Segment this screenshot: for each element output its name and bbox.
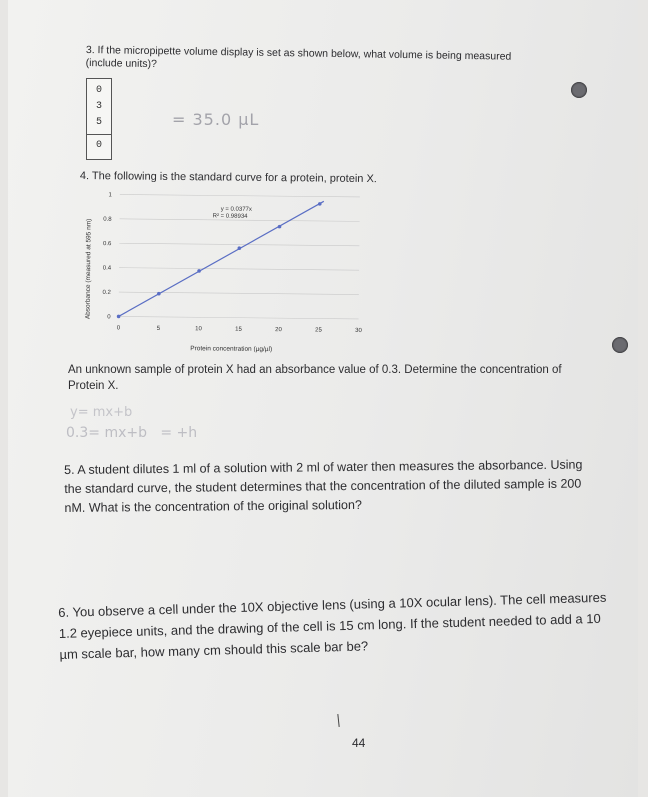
y-tick-label: 0 [107, 314, 111, 321]
y-tick-label: 0.2 [102, 289, 111, 296]
x-axis-label: Protein concentration (µg/µl) [190, 345, 273, 354]
trend-equation: y = 0.0377x [220, 206, 252, 213]
question-3-text: 3. If the micropipette volume display is set as shown below, what volume is being measured (include units)? [85, 44, 512, 71]
dial-digit: 0 [95, 140, 102, 151]
y-tick-labels [102, 192, 112, 320]
gridline [120, 194, 360, 197]
x-tick-label: 25 [315, 327, 322, 334]
gridline [119, 316, 359, 319]
question-5-text: 5. A student dilutes 1 ml of a solution with 2 ml of water then measures the absorbance. Using the standard curve, the student determines that the concentration of the diluted sample is 200 nM. What is the concentration of the original solution? [64, 457, 583, 515]
gridline [119, 243, 359, 246]
y-tick-label: 0.8 [103, 216, 112, 223]
x-tick-label: 30 [355, 327, 362, 335]
standard-curve-chart [74, 182, 396, 360]
x-tick-label: 10 [195, 326, 202, 333]
trend-r-squared: R² = 0.98934 [212, 213, 248, 220]
handwritten-answer-q3: = 35.0 µL [172, 110, 260, 129]
y-tick-label: 1 [108, 192, 112, 199]
y-tick-label: 0.4 [102, 265, 112, 272]
dial-digit: 5 [95, 117, 102, 128]
question-6-text: 6. You observe a cell under the 10X objective lens (using a 10X ocular lens). The cell measures 1.2 eyepiece units, and the drawing of the cell is 15 cm long. If the student needed to add a 10 µm scale bar, how many cm should this scale bar be? [58, 589, 607, 662]
x-tick-label: 15 [235, 326, 242, 333]
page-number: 44 [352, 736, 366, 750]
binder-hole-top [571, 82, 587, 98]
x-tick-label: 0 [116, 325, 121, 332]
y-tick-label: 0.6 [102, 241, 112, 248]
binder-hole-middle [612, 337, 628, 353]
gridline [119, 292, 359, 295]
handwritten-work-line-1: y= mx+b [70, 405, 133, 420]
y-axis-label: Absorbance (measured at 595 nm) [84, 218, 93, 320]
handwritten-work-line-2: 0.3= mx+b = +h [66, 425, 198, 441]
gridline [119, 268, 359, 271]
dial-divider [87, 134, 111, 135]
x-tick-label: 5 [156, 325, 161, 332]
micropipette-dial [86, 78, 112, 160]
dial-digit: 0 [95, 85, 102, 96]
x-tick-label: 20 [275, 327, 282, 334]
dial-digit: 3 [95, 101, 102, 112]
question-4-followup: An unknown sample of protein X had an absorbance value of 0.3. Determine the concentration of Protein X. [68, 364, 562, 392]
question-4-text: 4. The following is the standard curve for a protein, protein X. [79, 169, 377, 186]
x-tick-labels [117, 325, 363, 334]
